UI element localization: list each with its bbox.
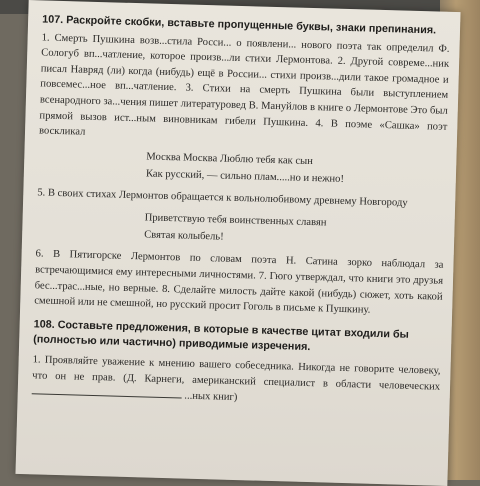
exercise-108-item-1-text: 1. Проявляйте уважение к мнению вашего собеседника. Никогда не говорите человеку, что он не прав. (Д. Карнеги, американский специалист в области человеческих bbox=[32, 354, 441, 393]
poem-line: Как русский, — сильно плам.....но и нежно! bbox=[145, 168, 345, 185]
poem-line: Святая колыбель! bbox=[144, 229, 224, 243]
exercise-107-paragraph-3: 6. В Пятигорске Лермонтов по словам поэта Н. Сатина зорко наблюдал за встречающимися ему интересными личностями. 7. Гюго утверждал, что книги это друзья бес...трас...ные, но верные. 8. Сделайте милость дайте какой (нибудь) сюжет, хоть какой смешной или не смешной, но русский просит Гоголь в письме к Пушкину. bbox=[34, 248, 444, 316]
exercise-107-paragraph-2: 5. В своих стихах Лермонтов обращается к вольнолюбивому древнему Новгороду bbox=[37, 187, 408, 209]
poem-line: Приветствую тебя воинственных славян bbox=[144, 212, 327, 229]
exercise-108 bbox=[32, 317, 442, 411]
exercise-108-item-1 bbox=[32, 352, 441, 411]
textbook-page bbox=[15, 0, 460, 486]
poem-quote-novgorod bbox=[144, 210, 445, 252]
poem-line: Москва Москва Люблю тебя как сын bbox=[146, 151, 314, 167]
exercise-107-title: 107. Раскройте скобки, вставьте пропущенные буквы, знаки препинания. bbox=[41, 13, 437, 37]
answer-blank-line bbox=[32, 383, 182, 398]
exercise-108-item-1-end: ...ных книг) bbox=[184, 390, 238, 404]
page-content bbox=[32, 12, 451, 411]
exercise-107-paragraph-1: 1. Смерть Пушкина возв...стила Росси... о появлени... нового поэта так определил Ф. Сологуб вп...чатление, которое произв...ли стихи Лермонтова. 2. Другой совреме...ник писал Навряд (ли) когда (нибудь) ещё в России... стихи произв...дили такое громадное и повсемес...ное вп...чатление. 3. Стихи на смерть Пушкина были выступлением всенародного за...чения пишет литературовед В. Мануйлов в книге о Лермонтове Это был прямой вызов ист...ным виновникам гибели Пушкина. 4. В поэме «Сашка» поэт воскликал bbox=[38, 32, 450, 138]
poem-quote-moscow bbox=[146, 148, 447, 190]
exercise-108-title: 108. Составьте предложения, в которые в качестве цитат входили бы (полностью или частично) приводимые изречения. bbox=[33, 318, 410, 354]
